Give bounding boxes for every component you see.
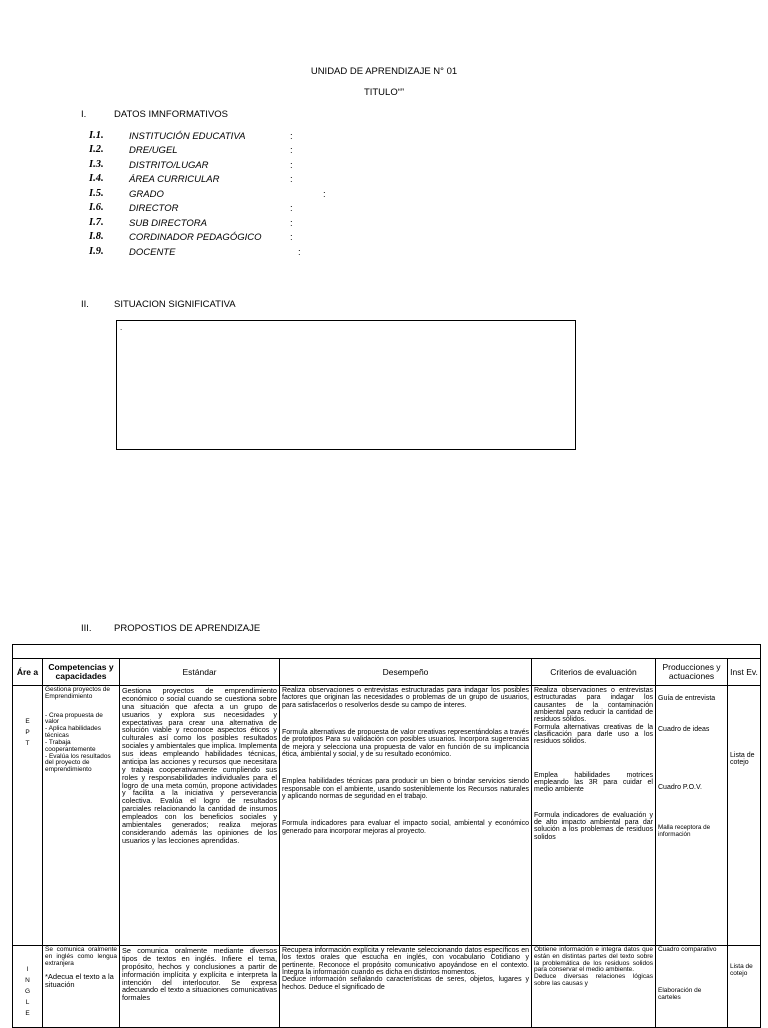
datos-label: SUB DIRECTORA xyxy=(129,218,207,229)
produccion-text: Guía de entrevista xyxy=(658,695,716,702)
desempeno-text: Realiza observaciones o entrevistas estructuradas para indagar los posibles factores que originan las necesidades o problemas de un grupo de usuarios, para satisfacerlos o resolverlos desde su campo de interes. xyxy=(282,687,529,709)
datos-label: DIRECTOR xyxy=(129,203,179,214)
datos-num: I.1. xyxy=(89,130,104,141)
datos-label: ÁREA CURRICULAR xyxy=(129,174,220,185)
competencia-text: Se comunica oralmente en inglés como lengua extranjera xyxy=(45,946,117,967)
section3-title: PROPOSTIOS DE APRENDIZAJE xyxy=(114,623,261,634)
datos-label: DISTRITO/LUGAR xyxy=(129,160,209,171)
area-letter: E xyxy=(25,718,30,725)
section2-title: SITUACION SIGNIFICATIVA xyxy=(114,299,236,310)
section2-number: II. xyxy=(81,299,89,310)
desempeno-text: Deduce información señalando características de seres, objetos, lugares y hechos. Deduce el significado de xyxy=(282,976,529,991)
datos-label: DRE/UGEL xyxy=(129,145,178,156)
area-cell-ingles xyxy=(13,946,43,1028)
header-desempeno: Desempeño xyxy=(280,659,532,686)
datos-num: I.8. xyxy=(89,231,104,242)
area-letter: L xyxy=(25,999,30,1006)
desempeno-text: Formula indicadores para evaluar el impacto social, ambiental y económico generado para incorporar mejoras al proyecto. xyxy=(282,820,529,835)
criterios-cell xyxy=(532,686,656,946)
datos-label: DOCENTE xyxy=(129,247,176,258)
criterio-text: Deduce diversas relaciones lógicas sobre las causas y xyxy=(534,973,653,988)
competencias-cell xyxy=(43,686,120,946)
datos-colon: : xyxy=(290,160,293,171)
section1-title: DATOS IMNFORMATIVOS xyxy=(114,109,229,120)
produccion-text: Cuadro P.O.V. xyxy=(658,783,702,791)
area-letter: P xyxy=(25,729,30,736)
datos-num: I.2. xyxy=(89,144,104,155)
criterio-text: Formula indicadores de evaluación y de alto impacto ambiental para dar solución a los problemas de residuos solidos xyxy=(534,811,653,841)
datos-colon: : xyxy=(290,131,293,142)
table-row xyxy=(13,946,761,1028)
criterio-text: Realiza observaciones o entrevistas estructuradas para indagar los causantes de la contaminación ambiental para reducir la cantidad de residuos sólidos. xyxy=(534,687,653,724)
inst-cell: Lista de cotejo xyxy=(728,686,761,946)
header-estandar: Estándar xyxy=(120,659,280,686)
datos-num: I.6. xyxy=(89,202,104,213)
header-area: Áre a xyxy=(13,659,43,686)
datos-num: I.3. xyxy=(89,159,104,170)
desempeno-cell xyxy=(280,686,532,946)
document-title: UNIDAD DE APRENDIZAJE N° 01 xyxy=(310,66,458,77)
propositos-table xyxy=(12,644,761,1028)
produccion-text: Cuadro comparativo xyxy=(658,946,717,953)
estandar-cell: Gestiona proyectos de emprendimiento económico o social cuando se cuestiona sobre una situación que afecta a un grupo de usuarios y explora sus necesidades y expectativas para crear una alternativa de solución viable y reconoce aspectos éticos y culturales así como los posibles resultados sociales y ambientales que implica. Implementa sus ideas empleando habilidades técnicas, anticipa las acciones y recursos que necesitara y trabaja cooperativamente cumpliendo sus roles y responsabilidades individuales para el logro de una meta común, propone actividades y facilita a la iniciativa y perseverancia colectiva. Evalúa el logro de resultados parciales relacionando la cantidad de insumos empleados con los beneficios sociales y ambientales generados; realiza mejoras considerando además las opiniones de los usuarios y las lecciones aprendidas. xyxy=(120,686,280,946)
capacidad-text: - Trabaja cooperantemente xyxy=(45,738,96,753)
datos-colon: : xyxy=(290,232,293,243)
situacion-text: . xyxy=(120,323,123,332)
table-empty-cell xyxy=(13,645,761,659)
criterio-text: Obtiene información e integra datos que están en distintas partes del texto sobre la problemática de los residuos solidos para conservar el medio ambiente. xyxy=(534,946,653,974)
datos-colon: : xyxy=(298,247,301,258)
desempeno-text: Emplea habilidades técnicas para producir un bien o brindar servicios siendo responsable con el ambiente, usando sosteniblemente los Recursos naturales y aplicando normas de seguridad en el trabajo. xyxy=(282,778,529,801)
datos-label: GRADO xyxy=(129,189,164,200)
header-criterios: Criterios de evaluación xyxy=(532,659,656,686)
datos-label: INSTITUCIÓN EDUCATIVA xyxy=(129,131,246,142)
criterio-text: Emplea habilidades motrices empleando las 3R para cuidar el medio ambiente xyxy=(534,771,653,794)
competencia-text: Gestiona proyectos de Emprendimiento xyxy=(45,686,111,700)
datos-colon: : xyxy=(290,174,293,185)
datos-num: I.5. xyxy=(89,188,104,199)
section1-number: I. xyxy=(81,109,87,120)
capacidad-text: - Evalúa los resultados del proyecto de emprendimiento xyxy=(45,752,111,774)
table-header-row xyxy=(13,659,761,686)
header-producciones: Producciones y actuaciones xyxy=(656,659,728,686)
datos-num: I.4. xyxy=(89,173,104,184)
table-row xyxy=(13,686,761,946)
area-letter: E xyxy=(25,1010,30,1017)
criterios-cell xyxy=(532,946,656,1028)
header-inst: Inst Ev. xyxy=(728,659,761,686)
producciones-cell xyxy=(656,686,728,946)
produccion-text: Cuadro de ideas xyxy=(658,726,710,734)
area-letter: I xyxy=(26,966,29,973)
desempeno-cell xyxy=(280,946,532,1028)
area-letter: G xyxy=(24,988,31,995)
datos-num: I.7. xyxy=(89,217,104,228)
capacidad-text: *Adecua el texto a la situación xyxy=(45,972,114,990)
area-letter: N xyxy=(25,977,30,984)
capacidad-text: - Aplica habilidades técnicas xyxy=(45,725,102,740)
datos-colon: : xyxy=(290,203,293,214)
criterio-text: Formula alternativas creativas de la clasificación para darle uso a los residuos sólidos. xyxy=(534,723,653,746)
datos-label: CORDINADOR PEDAGÓGICO xyxy=(129,232,262,243)
desempeno-text: Recupera información explícita y relevante seleccionando datos específicos en los textos orales que escucha en inglés, con vocabulario Cotidiano y pertinente. Reconoce el propósito comunicativo apoyándose en el contexto. Integra la información cuando es dicha en distintos momentos. xyxy=(282,947,529,977)
header-competencias: Competencias y capacidades xyxy=(43,659,120,686)
capacidad-text: - Crea propuesta de valor xyxy=(45,711,103,726)
produccion-text: Elaboración de carteles xyxy=(658,986,702,1001)
area-cell-ept xyxy=(13,686,43,946)
document-subtitle: TITULO“” xyxy=(363,87,405,98)
situacion-box xyxy=(116,320,576,450)
datos-colon: : xyxy=(323,189,326,200)
datos-colon: : xyxy=(290,218,293,229)
producciones-cell xyxy=(656,946,728,1028)
produccion-text: Malla receptora de información xyxy=(658,824,711,838)
section3-number: III. xyxy=(81,623,92,634)
estandar-cell: Se comunica oralmente mediante diversos tipos de textos en inglés. Infiere el tema, propósito, hechos y conclusiones a partir de información implícita y explícita e interpreta la intención del interlocutor. Se expresa adecuando el texto a situaciones comunicativas formales xyxy=(120,946,280,1028)
datos-num: I.9. xyxy=(89,246,104,257)
competencias-cell xyxy=(43,946,120,1028)
table-top-row xyxy=(13,645,761,659)
inst-cell: Lista de cotejo xyxy=(728,946,761,1028)
desempeno-text: Formula alternativas de propuesta de valor creativas representándolas a través de prototipos Para su validación con posibles usuarios. Incorpora sugerencias de mejora y selecciona una propuesta de valor en función de su implicancia ética, ambiental y social, y de su resultado económico. xyxy=(282,729,529,759)
area-letter: T xyxy=(25,740,30,747)
datos-colon: : xyxy=(290,145,293,156)
